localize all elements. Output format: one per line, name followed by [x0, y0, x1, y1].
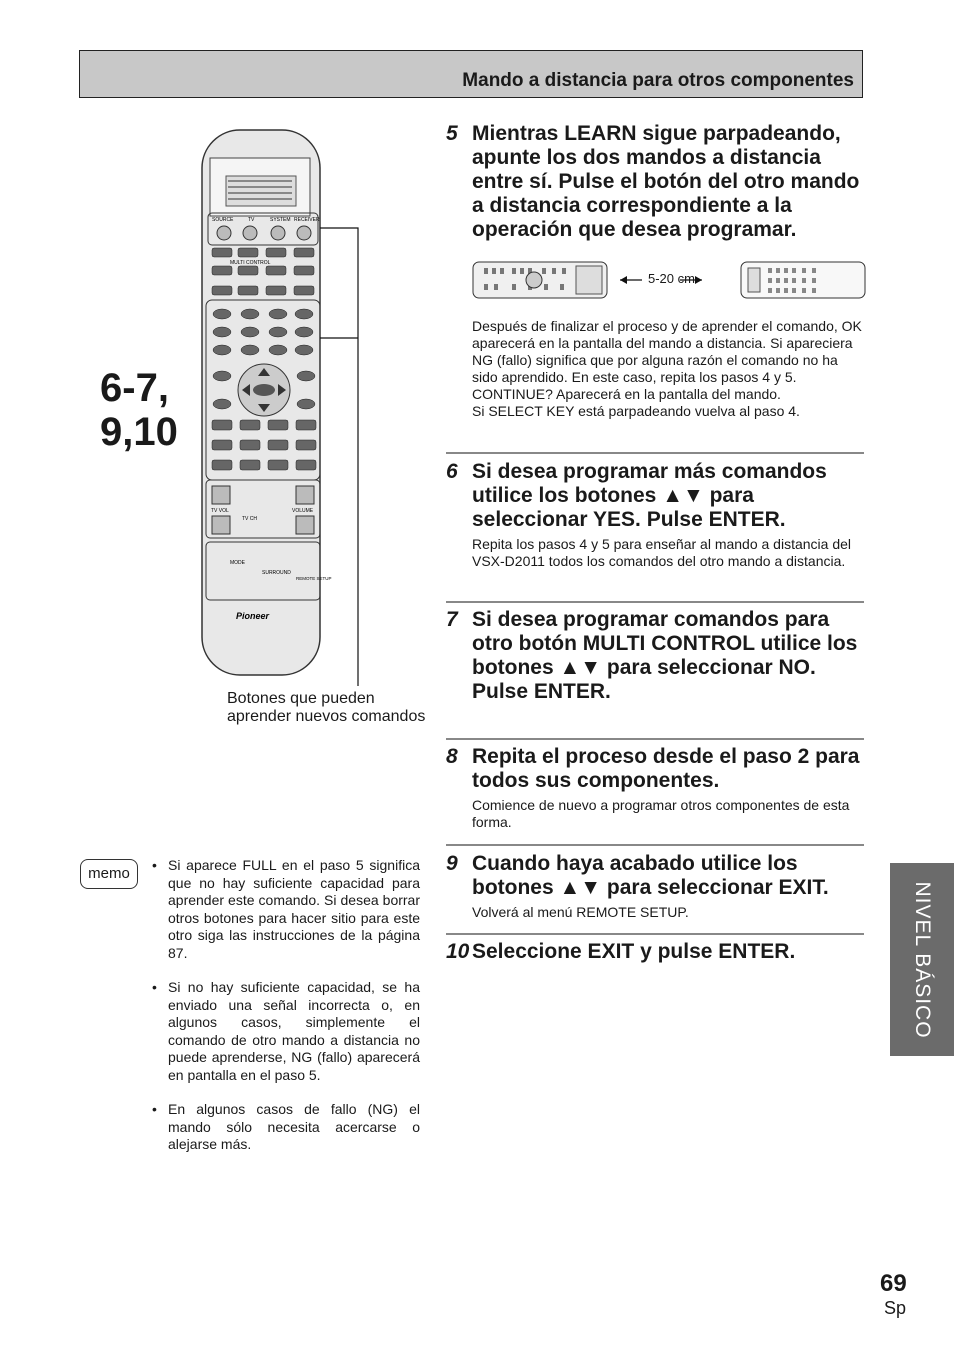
step-5-body: Después de finalizar el proceso y de aprender el comando, OK aparecerá en la pantalla del mando a distancia. Si apareciera NG (fallo) significa que por alguna razón el comando no ha sido aprendido. En este caso, repita los pasos 4 y 5. CONTINUE? Aparecerá en la pantalla del mando. Si SELECT KEY está parpadeando vuelva al paso 4.: [472, 318, 862, 419]
step-7: [446, 608, 866, 704]
divider: [446, 601, 864, 603]
remote-tvvol-label: TV VOL: [211, 508, 229, 514]
remote-volume-label: VOLUME: [292, 508, 314, 514]
step-number: 9: [446, 852, 458, 875]
step-number: 5: [446, 122, 458, 145]
memo-list: [152, 857, 420, 1171]
memo-item: • En algunos casos de fallo (NG) el mando sólo necesita acercarse o alejarse más.: [152, 1101, 420, 1152]
step-9: [446, 852, 866, 921]
step-body: Volverá al menú REMOTE SETUP.: [472, 904, 689, 920]
step-title: Seleccione EXIT y pulse ENTER.: [472, 940, 796, 963]
step-5: [446, 122, 866, 242]
remote-mode-label: MODE: [230, 560, 245, 566]
step-title: Repita el proceso desde el paso 2 para todos sus componentes.: [472, 745, 860, 792]
divider: [446, 933, 864, 935]
step-number: 7: [446, 608, 458, 631]
step-reference-label: 6-7, 9,10: [100, 366, 178, 454]
divider: [446, 452, 864, 454]
distance-label: 5-20 cm: [648, 271, 695, 286]
step-title: Mientras LEARN sigue parpadeando, apunte los dos mandos a distancia entre sí. Pulse el botón del otro mando a distancia correspondiente a la operación que desea programar.: [472, 122, 860, 241]
remote-surround-label: SURROUND: [262, 570, 291, 576]
remote-multi-label: MULTI CONTROL: [230, 260, 271, 266]
page-number: 69: [880, 1270, 907, 1297]
step-body: Repita los pasos 4 y 5 para enseñar al mando a distancia del VSX-D2011 todos los comandos del otro mando a distancia.: [472, 536, 852, 569]
memo-item: • Si aparece FULL en el paso 5 significa que no hay suficiente capacidad para aprender este comando. Si desea borrar otros botones para hacer sitio para este otro siga las instrucciones de la página 87.: [152, 857, 420, 961]
section-side-tab: [890, 863, 954, 1056]
divider: [446, 738, 864, 740]
step-8: [446, 745, 866, 831]
remote-source-label: SOURCE: [212, 217, 234, 223]
step-6: [446, 460, 866, 570]
memo-item: • Si no hay suficiente capacidad, se ha enviado una señal incorrecta o, en algunos casos, simplemente el comando de otro mando a distancia no puede aprenderse, NG (fallo) aparecerá en pantalla en el paso 5.: [152, 979, 420, 1083]
section-title: Mando a distancia para otros componentes: [462, 70, 854, 91]
remote-system-label: SYSTEM: [270, 217, 291, 223]
memo-badge: memo: [80, 859, 138, 889]
step-title: Si desea programar comandos para otro botón MULTI CONTROL utilice los botones ▲▼ para seleccionar NO. Pulse ENTER.: [472, 608, 858, 703]
section-header: [79, 50, 863, 98]
remote-tv-label: TV: [248, 217, 255, 223]
step-number: 6: [446, 460, 458, 483]
step-number: 8: [446, 745, 458, 768]
divider: [446, 844, 864, 846]
remote-brand-logo: Pioneer: [236, 611, 270, 621]
step-title: Si desea programar más comandos utilice los botones ▲▼ para seleccionar YES. Pulse ENTER.: [472, 460, 827, 531]
step-title: Cuando haya acabado utilice los botones ▲▼ para seleccionar EXIT.: [472, 852, 829, 899]
step-number: 10: [446, 940, 470, 963]
step-10: [446, 940, 866, 964]
page-language: Sp: [884, 1298, 907, 1318]
figure-caption: Botones que pueden aprender nuevos comandos: [227, 690, 426, 725]
step-body: Comience de nuevo a programar otros componentes de esta forma.: [472, 797, 850, 830]
remote-receiver-label: RECEIVER: [294, 217, 320, 223]
remote-tvch-label: TV CH: [242, 516, 257, 522]
side-tab-label: NIVEL BÁSICO: [911, 880, 934, 1039]
remote-setup-label: REMOTE SETUP: [296, 576, 332, 581]
